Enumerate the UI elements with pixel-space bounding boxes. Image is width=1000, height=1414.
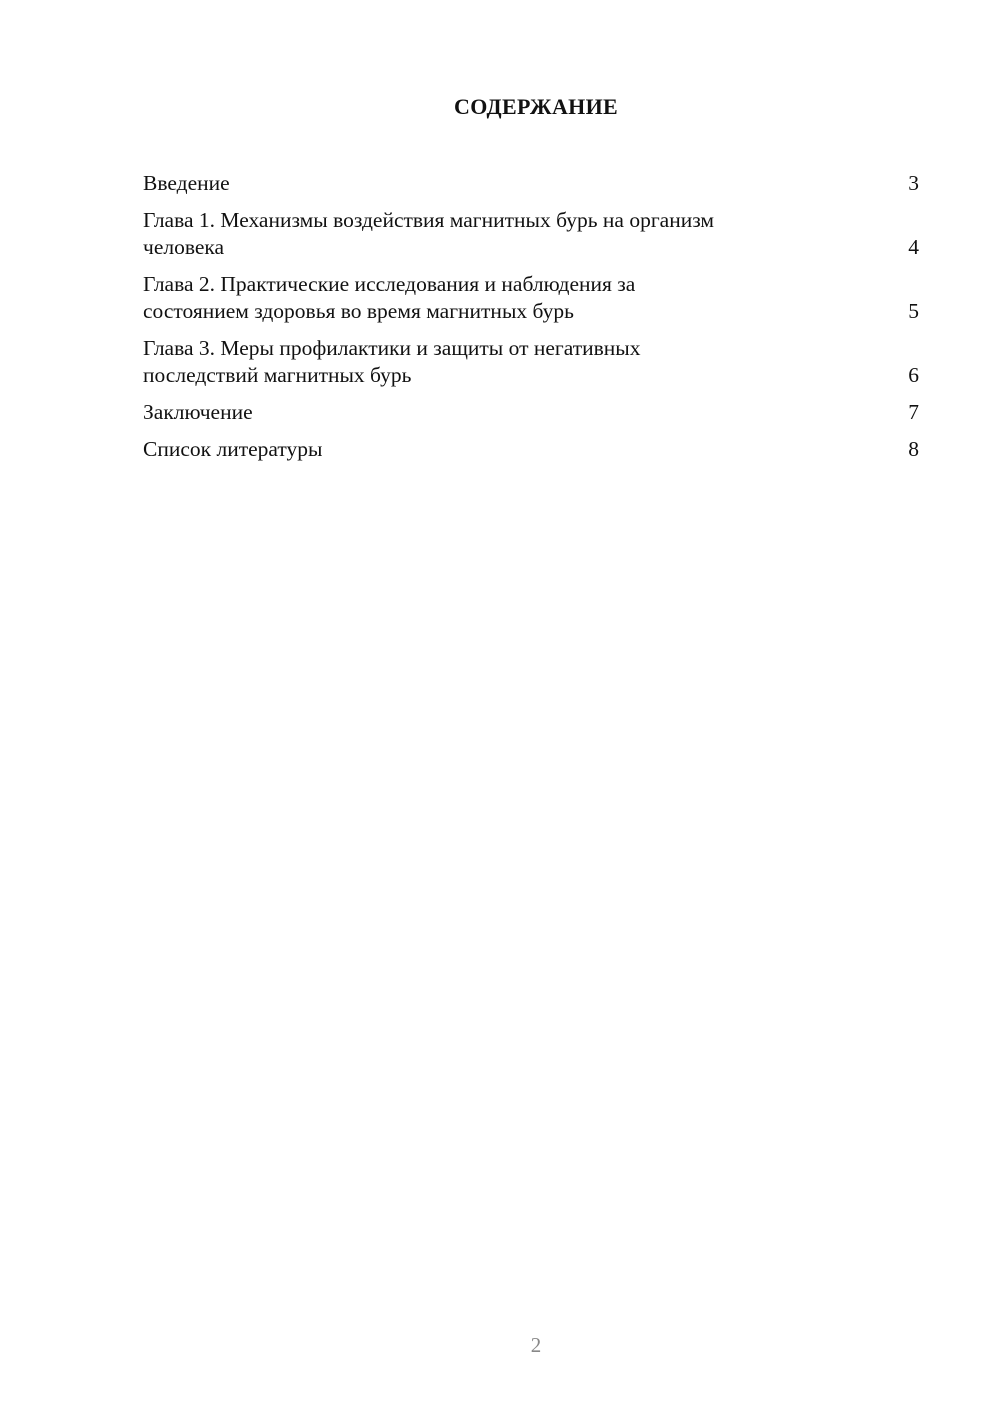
toc-entry-references[interactable] — [143, 436, 919, 463]
toc-entry-title — [143, 335, 843, 389]
toc-entry-title — [143, 436, 843, 463]
toc-entry-page: 7 — [908, 400, 919, 424]
toc-entry-title — [143, 170, 843, 197]
toc-entry-page: 5 — [908, 299, 919, 323]
table-of-contents — [143, 170, 919, 473]
toc-entry-chapter-2[interactable] — [143, 271, 919, 325]
toc-entry-title-line: Список литературы — [143, 437, 323, 461]
toc-entry-page: 3 — [908, 171, 919, 195]
toc-entry-title-line: последствий магнитных бурь — [143, 363, 412, 387]
toc-entry-title-line: состоянием здоровья во время магнитных бурь — [143, 299, 574, 323]
toc-entry-chapter-3[interactable] — [143, 335, 919, 389]
toc-entry-title-line: Глава 1. Механизмы воздействия магнитных бурь на организм — [143, 208, 714, 232]
toc-entry-title-line: Глава 2. Практические исследования и наблюдения за — [143, 272, 636, 296]
toc-entry-title — [143, 271, 843, 325]
toc-entry-title-line: Введение — [143, 171, 230, 195]
toc-entry-title — [143, 399, 843, 426]
toc-entry-page: 4 — [908, 235, 919, 259]
toc-entry-title — [143, 207, 843, 261]
toc-entry-introduction[interactable] — [143, 170, 919, 197]
toc-entry-conclusion[interactable] — [143, 399, 919, 426]
toc-entry-title-line: Заключение — [143, 400, 253, 424]
page-title: СОДЕРЖАНИЕ — [454, 94, 618, 119]
page-number: 2 — [530, 1333, 542, 1357]
toc-entry-page: 6 — [908, 363, 919, 387]
toc-entry-title-line: человека — [143, 235, 225, 259]
toc-entry-page: 8 — [908, 437, 919, 461]
toc-entry-title-line: Глава 3. Меры профилактики и защиты от негативных — [143, 336, 641, 360]
toc-entry-chapter-1[interactable] — [143, 207, 919, 261]
